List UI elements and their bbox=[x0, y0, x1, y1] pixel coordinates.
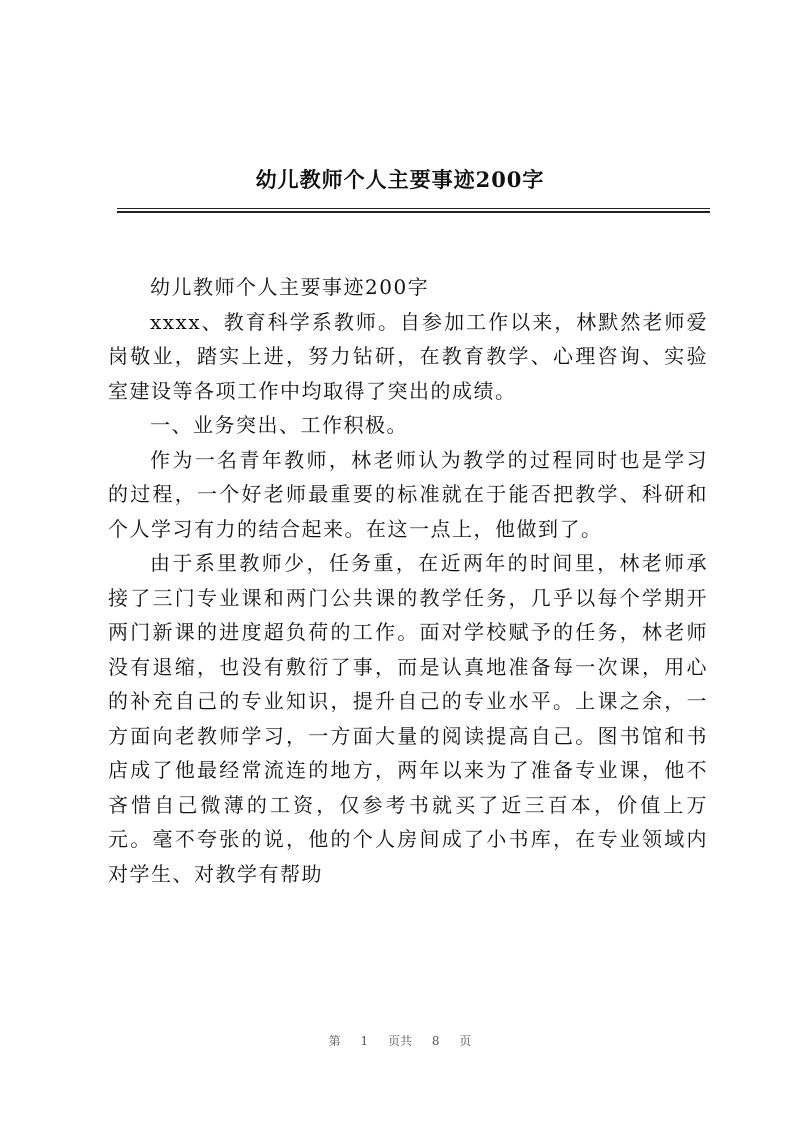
footer-total-pages: 8 bbox=[431, 1034, 440, 1048]
section-heading: 一、业务突出、工作积极。 bbox=[150, 413, 408, 437]
document-body bbox=[108, 270, 708, 891]
paragraph: 由于系里教师少，任务重，在近两年的时间里，林老师承接了三门专业课和两门公共课的教学任务，几乎以每个学期开两门新课的进度超负荷的工作。面对学校赋予的任务，林老师没有退缩，也没有敷衍了事，而是认真地准备每一次课，用心的补充自己的专业知识，提升自己的专业水平。上课之余，一方面向老教师学习，一方面大量的阅读提高自己。图书馆和书店成了他最经常流连的地方，两年以来为了准备专业课，他不吝惜自己微薄的工资，仅参考书就买了近三百本，价值上万元。毫不夸张的说，他的个人房间成了小书库，在专业领域内对学生、对教学有帮助 bbox=[108, 551, 708, 886]
page-title: 幼儿教师个人主要事迹200字 bbox=[255, 167, 545, 192]
footer-middle: 页共 bbox=[387, 1034, 412, 1048]
footer-page-number: 1 bbox=[360, 1034, 369, 1048]
paragraph: xxxx、教育科学系教师。自参加工作以来，林默然老师爱岗敬业，踏实上进，努力钻研，在教育教学、心理咨询、实验室建设等各项工作中均取得了突出的成绩。 bbox=[108, 309, 708, 403]
page-footer bbox=[0, 1032, 800, 1049]
footer-suffix: 页 bbox=[459, 1034, 472, 1048]
paragraph: 作为一名青年教师，林老师认为教学的过程同时也是学习的过程，一个好老师最重要的标准就在于能否把教学、科研和个人学习有力的结合起来。在这一点上，他做到了。 bbox=[108, 447, 708, 541]
paragraph-heading: 幼儿教师个人主要事迹200字 bbox=[150, 275, 430, 299]
title-divider bbox=[117, 208, 710, 213]
footer-prefix: 第 bbox=[328, 1034, 341, 1048]
